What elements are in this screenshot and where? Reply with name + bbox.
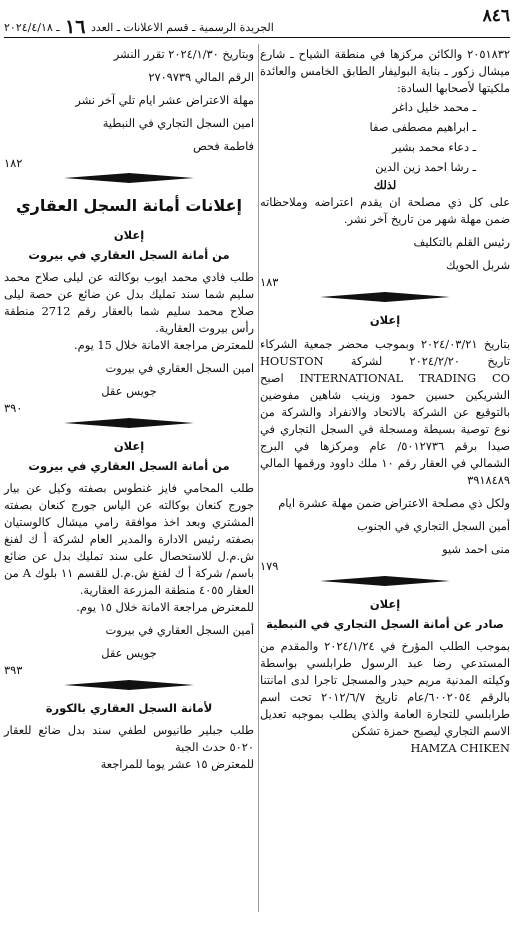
notice-deadline: للمعترض مراجعة الامانة خلال ١٥ يوم. bbox=[76, 600, 254, 614]
notice-deadline: للمعترض ١٥ عشر يوما للمراجعة bbox=[100, 757, 254, 771]
signatory-title: أمين السجل التجاري في الجنوب bbox=[357, 519, 510, 533]
trade-name-latin: HAMZA CHIKEN bbox=[410, 741, 510, 755]
right-column bbox=[260, 46, 510, 757]
notice-number: ١٧٩ bbox=[260, 559, 279, 573]
signatory-name: فاطمة فحص bbox=[192, 139, 254, 153]
announcement-subtitle: من أمانة السجل العقاري في بيروت bbox=[28, 248, 230, 262]
notice-text: مهلة الاعتراض عشر ايام تلي آخر نشر bbox=[75, 93, 254, 107]
announcement-label: إعلان bbox=[113, 228, 145, 242]
notice-text: بموجب الطلب المؤرخ في ٢٠٢٤/١/٢٤ والمقدم من المستدعي رضا عبد الرسول طرابلسي بواسطة وكيلته المدنية مريم حيدر والمسجل تاجرا لدى امانتنا بالرقم ٦٠٠٢٠٥٤/عام تاريخ ٢٠١٢/٦/٧ تحت اسم طرابلسي للتجارة العامة والذي يطلب بموجبه تعديل الاسم التجاري ليصبح حمزة تشكن bbox=[260, 639, 510, 738]
announcement-subtitle: من أمانة السجل العقاري في بيروت bbox=[28, 459, 230, 473]
announcement-label: إعلان bbox=[369, 313, 401, 327]
notice-number: ١٨٣ bbox=[260, 275, 279, 289]
owners-list bbox=[260, 97, 510, 177]
header-issue-number: ١٦ bbox=[65, 16, 86, 38]
header-date: ـ ٢٠٢٤/٤/١٨ bbox=[4, 21, 60, 34]
page-number: ٨٤٦ bbox=[482, 6, 510, 26]
therefore-label: لذلك bbox=[373, 178, 397, 192]
page-header bbox=[4, 6, 510, 36]
separator-ornament bbox=[260, 574, 510, 588]
announcement-label: إعلان bbox=[369, 597, 401, 611]
notice-number: ٣٩٣ bbox=[4, 663, 23, 677]
notice-text: على كل ذي مصلحة ان يقدم اعتراضه وملاحظاته ضمن مهلة شهر من تاريخ آخر نشر. bbox=[260, 195, 510, 226]
list-item: ـ محمد خليل داغر bbox=[392, 100, 476, 114]
notice-number: ١٨٢ bbox=[4, 156, 23, 170]
list-item: ـ دعاء محمد بشير bbox=[392, 140, 476, 154]
notice-text: بتاريخ ٢٠٢٤/٠٣/٢١ وبموجب محضر جمعية الشركاء تاريخ ٢٠٢٤/٢/٢٠ لشركة HOUSTON INTERNATIONAL TRADING CO اصبح الشريكين حسين حمود وزينب شاهين مفوضين بالتوقيع عن الشركة بالاتحاد والانفراد والشركة من نوع توصية بسيطة ومسجلة في السجل التجاري في صيدا برقم ٥٠١٢٧٣٦/ عام ومركزها في البرج الشمالي في العقار رقم ١٠ ملك داوود ورقمها المالي ٣٩١٨٤٨٩ bbox=[260, 337, 510, 487]
notice-text: ولكل ذي مصلحة الاعتراض ضمن مهلة عشرة ايام bbox=[278, 496, 510, 510]
section-title: إعلانات أمانة السجل العقاري bbox=[16, 196, 242, 215]
separator-ornament bbox=[4, 416, 254, 430]
notice-text: وبتاريخ ٢٠٢٤/١/٣٠ تقرر النشر bbox=[113, 47, 254, 61]
announcement-subtitle: صادر عن أمانة السجل التجاري في النبطية bbox=[266, 617, 504, 631]
announcement-subtitle: لأمانة السجل العقاري بالكورة bbox=[45, 701, 213, 715]
signatory-title: أمين السجل العقاري في بيروت bbox=[105, 623, 254, 637]
signatory-title: امين السجل التجاري في النبطية bbox=[102, 116, 254, 130]
signatory-name: جويس عقل bbox=[101, 384, 157, 398]
notice-text: طلب المحامي فايز غنطوس بصفته وكيل عن بيار جورج كنعان بوكالته عن الياس جورج كنعان بصفته المشتري وبعد اخذ موافقة رامي ميشال كالوستيان بصفته رئيس الادارة والمدير العام لشركة أ ك لفنغ ش.م.ل للاستحصال على سند تمليك بدل عن ضائع باسم/ شركة أ ك لفنغ ش.م.ل للقسم ١١ بلوك A من العقار ٤٠٥٥ منطقة المزرعة العقارية. bbox=[4, 481, 254, 597]
left-column bbox=[4, 46, 254, 773]
header-publication: الجريدة الرسمية ـ قسم الاعلانات ـ العدد bbox=[90, 21, 274, 34]
separator-ornament bbox=[260, 290, 510, 304]
signatory-name: شربل الحويك bbox=[446, 258, 510, 272]
separator-ornament bbox=[4, 171, 254, 185]
header-rule bbox=[4, 37, 510, 38]
notice-deadline: للمعترض مراجعة الامانة خلال 15 يوم. bbox=[74, 338, 254, 352]
column-divider bbox=[258, 44, 259, 912]
signatory-title: رئيس القلم بالتكليف bbox=[413, 235, 510, 249]
list-item: ـ رشا احمد زين الدين bbox=[375, 160, 476, 174]
separator-ornament bbox=[4, 678, 254, 692]
list-item: ـ ابراهيم مصطفى صفا bbox=[369, 120, 476, 134]
notice-text: الرقم المالي ٢٧٠٩٧٣٩ bbox=[148, 70, 254, 84]
notice-text: ٢٠٥١٨٣٢ والكائن مركزها في منطقة الشياح ـ شارع ميشال زكور ـ بناية البوليفار الطابق الخامس والعائدة ملكيتها لأصحابها السادة: bbox=[260, 47, 510, 95]
announcement-label: إعلان bbox=[113, 439, 145, 453]
signatory-name: منى احمد شيو bbox=[442, 542, 510, 556]
notice-number: ٣٩٠ bbox=[4, 401, 23, 415]
notice-text: طلب فادي محمد ايوب بوكالته عن ليلى صلاح محمد سليم شما سند تمليك بدل عن ضائع عن حصة ليلى صلاح محمد سليم شما بالعقار رقم 2712 منطقة رأس بيروت العقارية. bbox=[4, 270, 254, 335]
header-text bbox=[4, 14, 274, 36]
notice-text: طلب جبلير طانيوس لطفي سند بدل ضائع للعقار ٥٠٢٠ حدث الجبة bbox=[4, 723, 254, 754]
signatory-name: جويس عقل bbox=[101, 646, 157, 660]
signatory-title: امين السجل العقاري في بيروت bbox=[105, 361, 254, 375]
